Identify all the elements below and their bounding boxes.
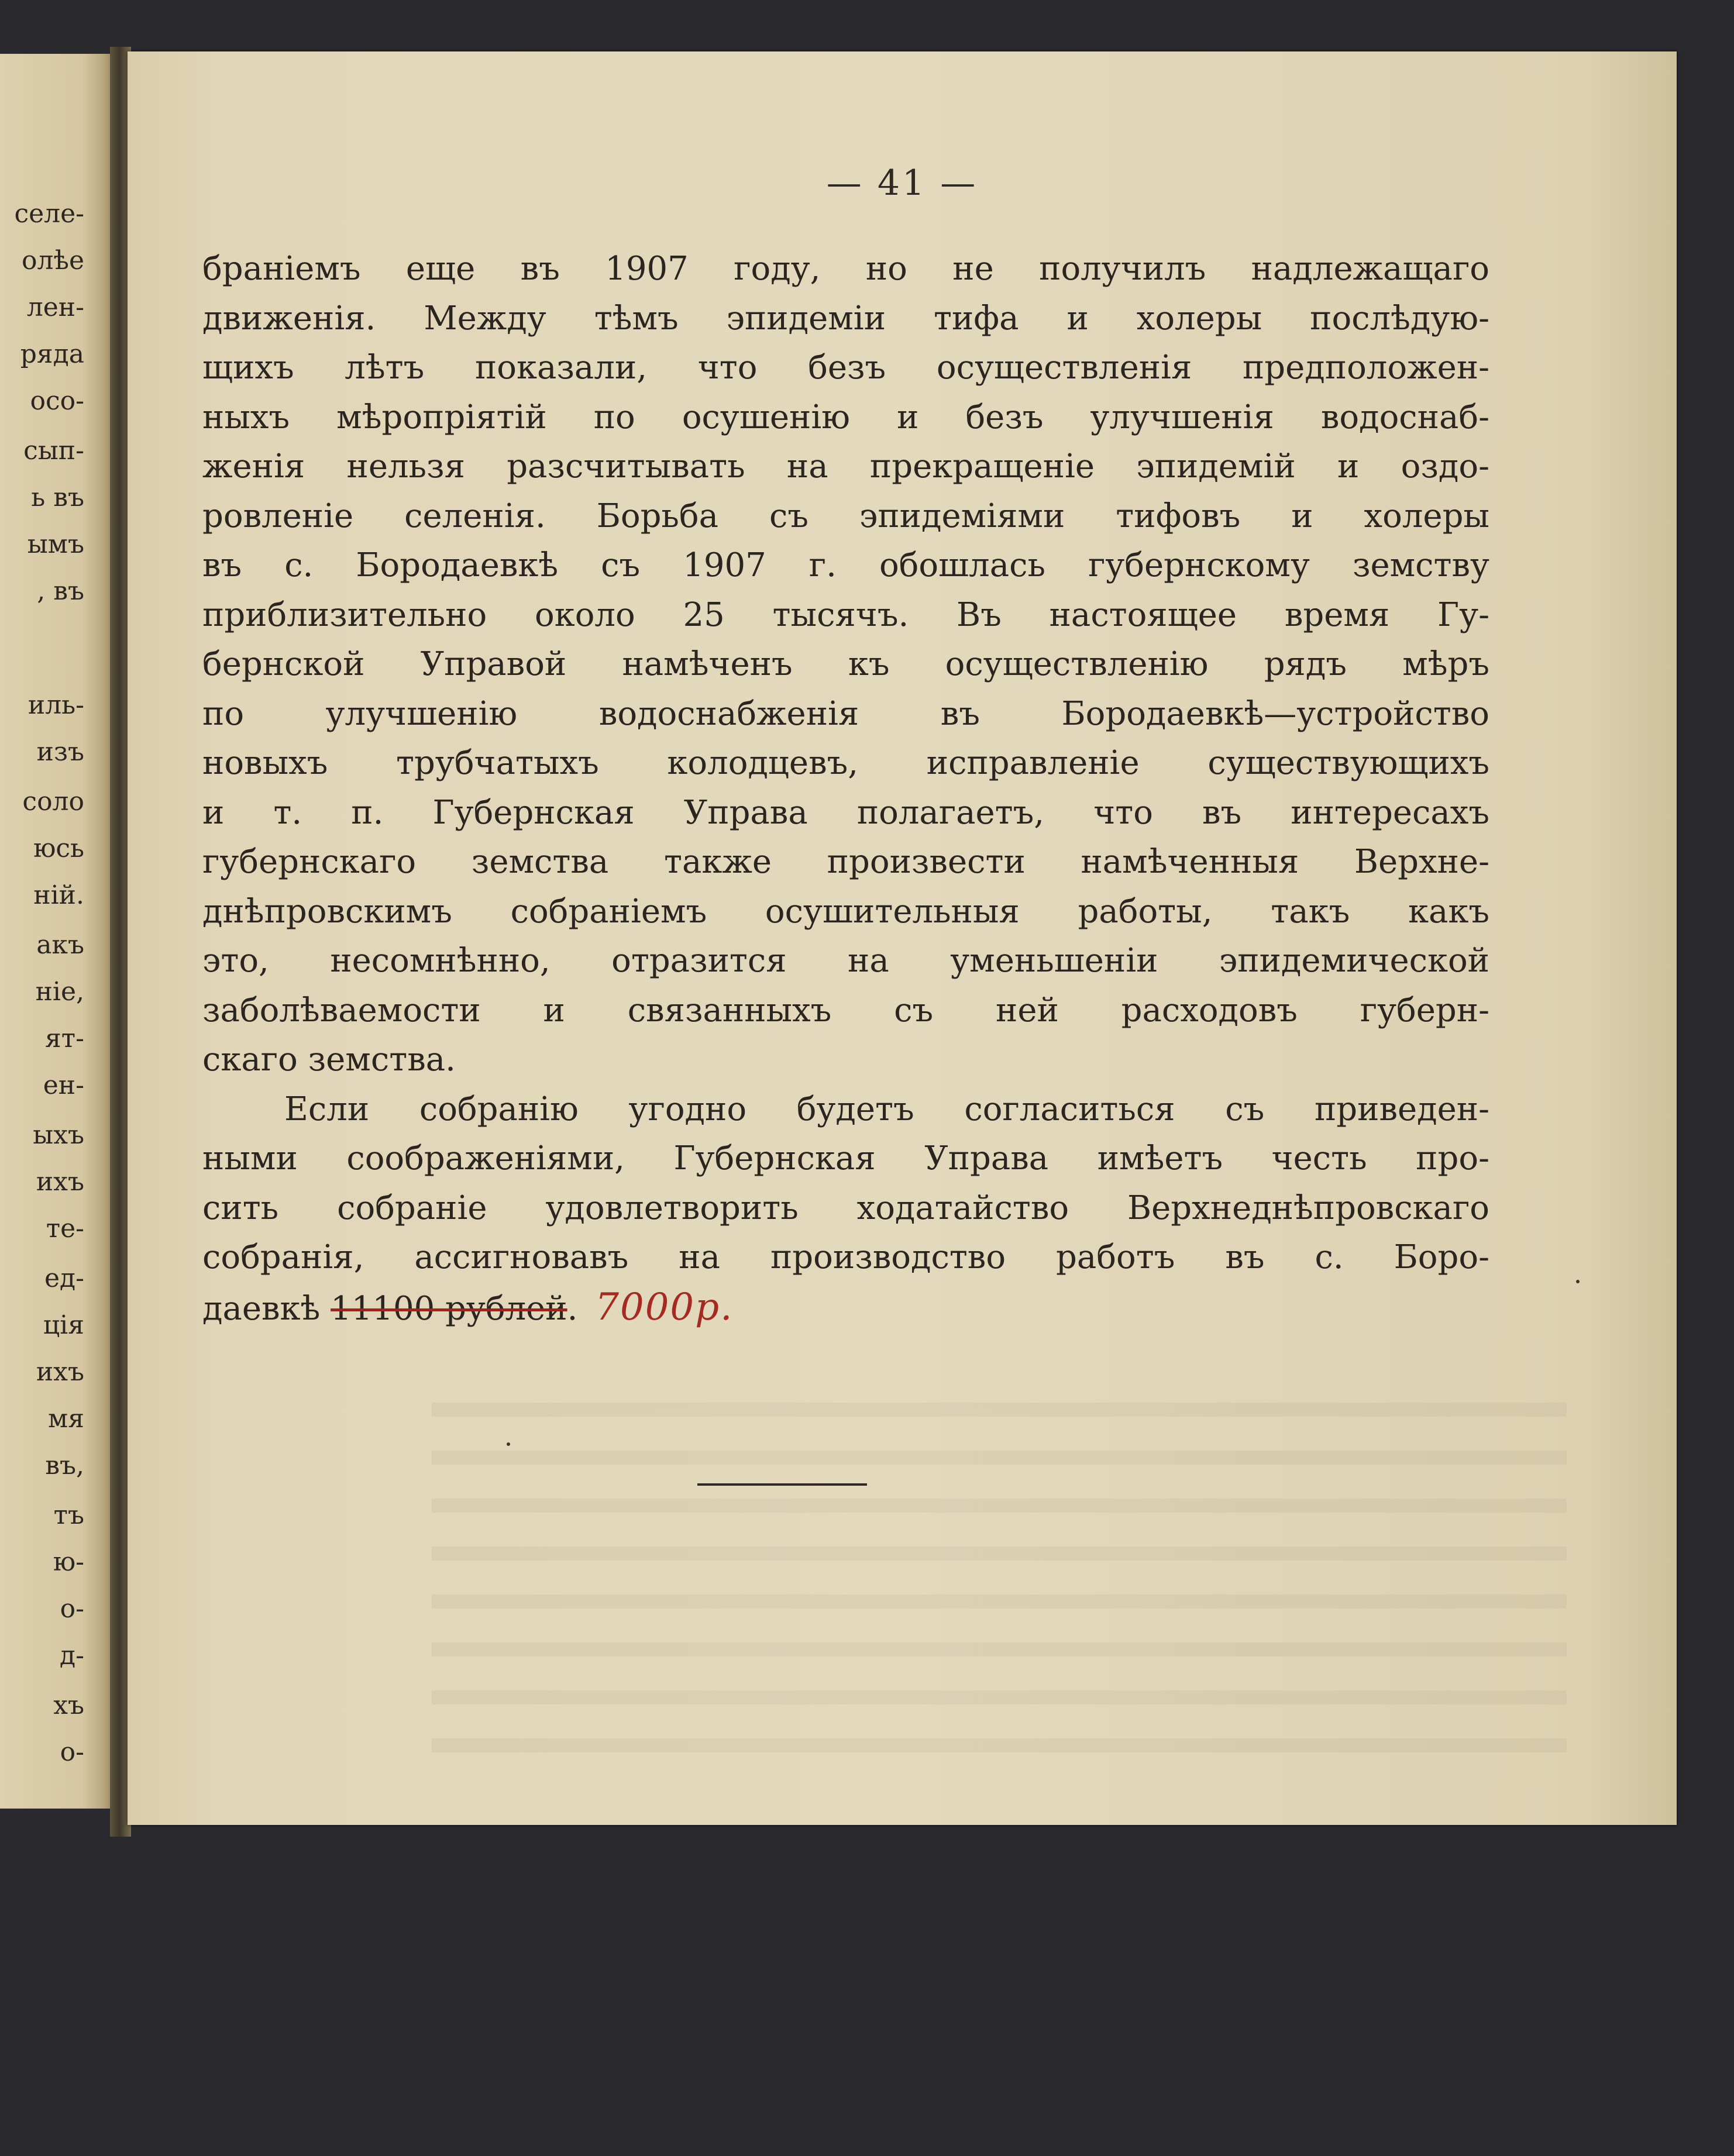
text-line: скаго земства. — [202, 1041, 456, 1079]
text-line: собранія, ассигновавъ на производство работъ въ с. Боро- — [202, 1238, 1489, 1276]
text-line: заболѣваемости и связанныхъ съ ней расходовъ губерн- — [202, 991, 1489, 1029]
handwritten-amount: 7000р. — [595, 1285, 734, 1329]
book-page — [128, 51, 1677, 1825]
text-line: и т. п. Губернская Управа полагаетъ, что въ интересахъ — [202, 793, 1489, 832]
facing-page-fragment: , въ — [37, 576, 84, 606]
facing-page-fragment: юсь — [33, 834, 84, 863]
text-line: это, несомнѣнно, отразится на уменьшеніи эпидемической — [202, 942, 1489, 980]
facing-page-fragment: ыхъ — [33, 1120, 84, 1150]
paragraph-1 — [202, 244, 1489, 1085]
text-line: щихъ лѣтъ показали, что безъ осуществленія предположен- — [202, 349, 1489, 387]
body-text — [202, 244, 1489, 1334]
facing-page-fragment: въ, — [45, 1451, 84, 1480]
end-rule — [697, 1483, 867, 1486]
final-line-prefix: даевкѣ — [202, 1289, 321, 1328]
facing-page-fragment: д- — [60, 1641, 84, 1671]
text-line: ровленіе селенія. Борьба съ эпидеміями тифовъ и холеры — [202, 497, 1489, 535]
final-period: . — [567, 1289, 578, 1328]
facing-page-fragment: ихъ — [36, 1167, 84, 1197]
facing-page-fragment: соло — [22, 787, 84, 817]
text-line: въ с. Бородаевкѣ съ 1907 г. обошлась губернскому земству — [202, 546, 1489, 584]
facing-page-fragment: ен- — [43, 1070, 84, 1100]
facing-page-fragment: ніе, — [35, 977, 84, 1007]
text-line: движенія. Между тѣмъ эпидеміи тифа и холеры послѣдую- — [202, 299, 1489, 337]
facing-page-fragment: осо- — [30, 386, 84, 416]
facing-page-fragment: о- — [60, 1594, 84, 1624]
text-line: сить собраніе удовлетворить ходатайство Верхнеднѣпровскаго — [202, 1189, 1489, 1227]
final-line — [202, 1283, 1489, 1334]
facing-page — [0, 54, 117, 1809]
facing-page-fragment: акъ — [36, 930, 84, 960]
bleed-through-text — [432, 1379, 1567, 1765]
ink-speck — [1576, 1280, 1580, 1283]
text-line: днѣпровскимъ собраніемъ осушительныя работы, такъ какъ — [202, 892, 1489, 931]
text-line: браніемъ еще въ 1907 году, но не получилъ надлежащаго — [202, 250, 1489, 288]
facing-page-fragment: сып- — [23, 436, 84, 466]
facing-page-fragment: иль- — [27, 690, 84, 720]
text-line: Если собранію угодно будетъ согласиться съ приведен- — [284, 1090, 1489, 1128]
facing-page-fragment: тъ — [53, 1500, 84, 1530]
facing-page-fragment: изъ — [36, 737, 84, 767]
facing-page-fragment: ряда — [20, 339, 84, 369]
text-line: новыхъ трубчатыхъ колодцевъ, исправленіе существующихъ — [202, 744, 1489, 782]
facing-page-fragment: ній. — [33, 880, 84, 910]
ink-speck — [507, 1442, 510, 1446]
facing-page-fragment: олѣе — [21, 246, 84, 275]
text-line: по улучшенію водоснабженія въ Бородаевкѣ—устройство — [202, 694, 1489, 733]
text-line: бернской Управой намѣченъ къ осуществленію рядъ мѣръ — [202, 645, 1489, 683]
facing-page-fragment: селе- — [14, 199, 84, 229]
facing-page-fragment: ымъ — [27, 529, 84, 559]
facing-page-fragment: ція — [43, 1310, 84, 1340]
page-number: — 41 — — [826, 163, 978, 204]
facing-page-fragment: ед- — [44, 1263, 84, 1293]
facing-page-fragment: те- — [46, 1214, 84, 1244]
struck-amount: 11100 рублей — [331, 1289, 567, 1328]
text-line: ными соображеніями, Губернская Управа имѣетъ честь про- — [202, 1139, 1489, 1177]
paragraph-2 — [202, 1085, 1489, 1283]
facing-page-fragment: мя — [48, 1404, 84, 1434]
facing-page-fragment: лен- — [26, 292, 84, 322]
facing-page-fragment: ю- — [53, 1547, 84, 1577]
text-line: ныхъ мѣропріятій по осушенію и безъ улучшенія водоснаб- — [202, 398, 1489, 436]
text-line: женія нельзя разсчитывать на прекращеніе эпидемій и оздо- — [202, 447, 1489, 485]
facing-page-fragment: ь въ — [31, 483, 84, 512]
facing-page-fragment: хъ — [53, 1690, 84, 1720]
text-line: губернскаго земства также произвести намѣченныя Верхне- — [202, 843, 1489, 881]
facing-page-fragment: ихъ — [36, 1357, 84, 1387]
text-line: приблизительно около 25 тысячъ. Въ настоящее время Гу- — [202, 595, 1489, 634]
facing-page-fragment: о- — [60, 1737, 84, 1767]
facing-page-fragment: ят- — [45, 1024, 84, 1053]
